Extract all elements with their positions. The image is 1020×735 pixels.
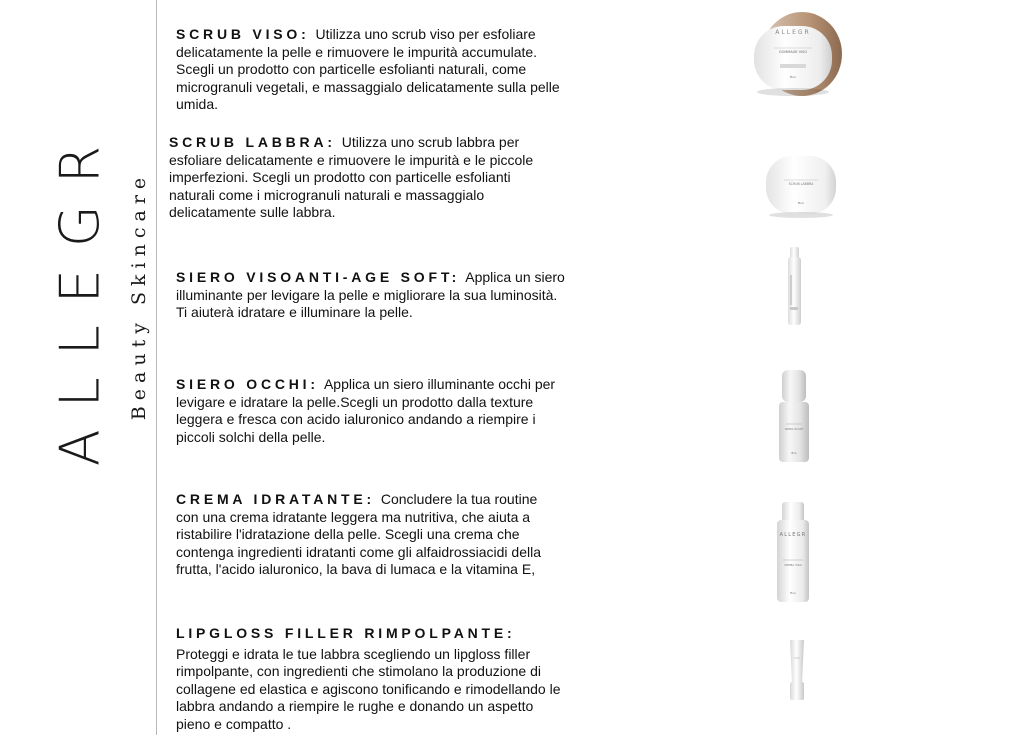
- step-description: Concludere la tua routine con una crema idratante leggera ma nutritiva, che aiuta a ristabilire l'idratazione della pelle. Scegli una crema che contenga ingredienti idratanti come gli alfaidrossiacidi della frutta, l'acido ialuronico, la bava di lumaca e la vitamina E,: [176, 491, 541, 577]
- svg-text:Eco: Eco: [790, 591, 796, 595]
- step-description: Applica un siero illuminante occhi per levigare e idratare la pelle.Scegli un prodotto dalla texture leggera e fresca con acido ialuronico andando a riempire i piccoli solchi della pelle.: [176, 376, 556, 445]
- brand-name: ALLEGR: [48, 123, 112, 467]
- step-siero-viso: [176, 269, 571, 322]
- step-title: SIERO VISOANTI-AGE SOFT:: [176, 269, 461, 285]
- brand-tagline: Beauty Skincare: [128, 171, 150, 421]
- svg-text:ALLEGR: ALLEGR: [779, 532, 807, 538]
- svg-text:CREMA VISO: CREMA VISO: [784, 563, 802, 567]
- eye-serum-bottle-icon: [774, 368, 814, 468]
- lipgloss-tube-icon: [784, 636, 810, 704]
- serum-pen-icon: [782, 245, 806, 329]
- svg-text:SIERO OCCHI: SIERO OCCHI: [784, 427, 804, 431]
- svg-text:Eco: Eco: [790, 75, 796, 79]
- step-lipgloss: [176, 625, 561, 733]
- brand-column: [0, 0, 157, 735]
- svg-text:Eco: Eco: [798, 201, 804, 205]
- svg-text:ALLEGR: ALLEGR: [775, 29, 811, 36]
- step-siero-occhi: [176, 376, 556, 446]
- step-scrub-viso: [176, 26, 571, 114]
- step-title: SCRUB VISO:: [176, 26, 310, 42]
- step-crema-idratante: [176, 491, 551, 579]
- svg-text:Eco: Eco: [791, 451, 797, 455]
- step-title: CREMA IDRATANTE:: [176, 491, 375, 507]
- step-description: Applica un siero illuminante per levigare la pelle e migliorare la sua luminosità. Ti aiuterà idratare e illuminare la pelle.: [176, 269, 565, 320]
- step-description: Utilizza uno scrub labbra per esfoliare delicatamente e rimuovere le impurità e le piccole imperfezioni. Scegli un prodotto con particelle esfolianti naturali come i microgranuli naturali e massaggialo delicatamente sulle labbra.: [169, 134, 534, 220]
- step-description: Proteggi e idrata le tue labbra scegliendo un lipgloss filler rimpolpante, con ingredienti che stimolano la produzione di collagene ed elastica e agiscono tonificando e rimodellando le labbra andando a riempire le rughe e donando un aspetto pieno e compatto .: [176, 645, 561, 732]
- svg-text:GOMMAGE VISO: GOMMAGE VISO: [778, 50, 808, 54]
- step-scrub-labbra: [169, 134, 544, 222]
- cream-pump-bottle-icon: [772, 500, 814, 606]
- step-description: Utilizza uno scrub viso per esfoliare delicatamente la pelle e rimuovere le impurità accumulate. Scegli un prodotto con particelle esfolianti naturali, come microgranuli vegetali, e massaggialo delicatamente sulla pelle umida.: [176, 26, 560, 112]
- step-title: LIPGLOSS FILLER RIMPOLPANTE:: [176, 625, 516, 641]
- step-title: SIERO OCCHI:: [176, 376, 319, 392]
- lip-scrub-jar-icon: [762, 152, 838, 220]
- face-scrub-jar-icon: [752, 6, 844, 98]
- step-title: SCRUB LABBRA:: [169, 134, 336, 150]
- svg-text:SCRUB LABBRA: SCRUB LABBRA: [788, 182, 814, 186]
